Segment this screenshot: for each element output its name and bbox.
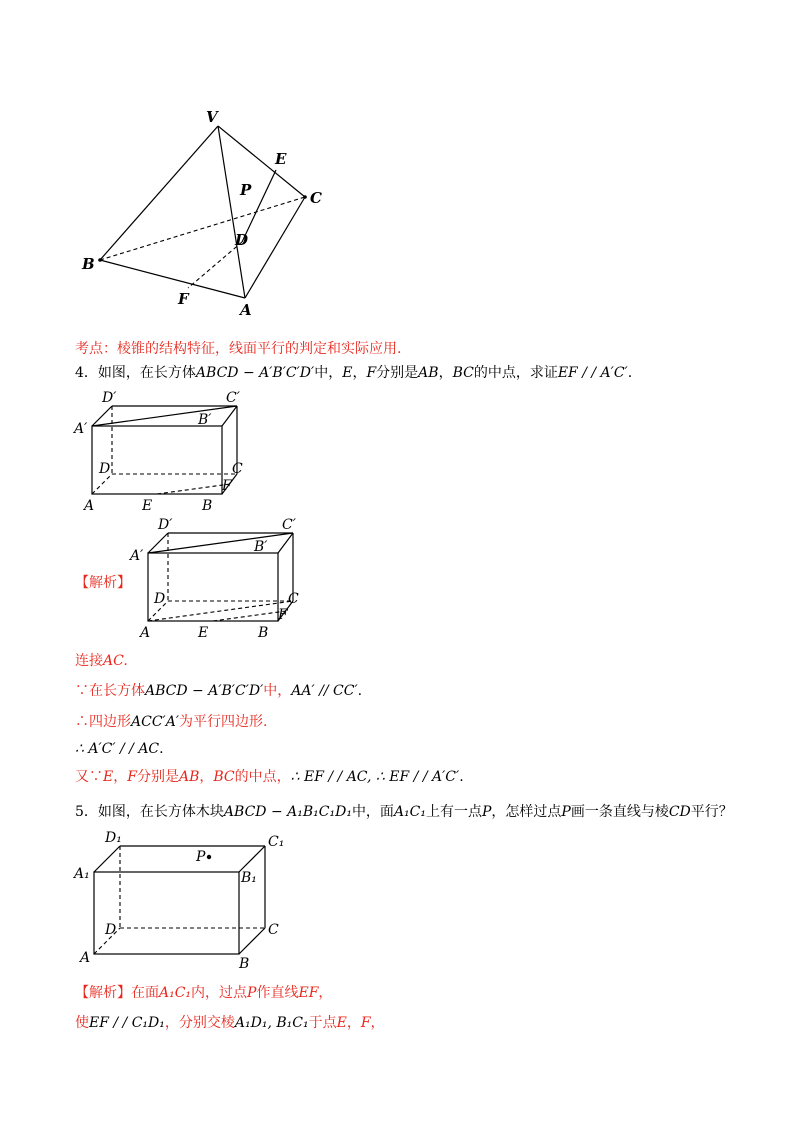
q4-text-b: 中， [314,365,343,381]
q5-text-c: 上有一点 [425,804,482,820]
box2-label-B1: B′ [254,539,268,555]
sol4-l5-text-d: ， [199,769,214,785]
sol4-l5-text-a: 又∵ [75,769,103,785]
sol5-l2-math-c: E [336,1015,347,1031]
sol5-l2-text-a: 使 [75,1015,89,1031]
box5-label-A1: A₁ [74,866,90,882]
sol4-l3-text-b: 为平行四边形. [179,714,268,730]
box2-label-E: E [198,625,209,641]
sol4-l5-math-d: BC [213,769,235,785]
sol4-l5-text-e: 的中点， [234,769,291,785]
cuboid-figure-solution [128,515,318,643]
cuboid2-dashed-edges [148,533,293,621]
q5-text-b: 中，面 [351,804,394,820]
q5-math-b: A₁C₁ [393,804,426,820]
question-5 [75,801,733,823]
box5-label-A: A [80,950,91,966]
box5-label-B: B [239,956,250,972]
box-label-C1: C′ [226,390,240,406]
box2-label-D1: D′ [158,517,173,533]
q5-text-d: ，怎样过点 [491,804,562,820]
box-label-B: B [202,498,213,514]
sol4-l4-math: ∴ A′C′ / / AC [75,741,160,757]
question-4 [75,362,632,384]
label-F: F [178,290,189,308]
sol5-l1-math-a: A₁C₁ [159,985,192,1001]
sol4-l5-text-f: . [459,769,464,785]
q5-text-f: 平行？ [690,804,733,820]
box5-label-C: C [268,922,279,938]
box-label-A1: A′ [74,421,88,437]
sol5-l1-text-c: 作直线 [256,985,299,1001]
label-V: V [206,108,218,126]
box5-label-C1: C₁ [268,834,285,850]
pyramid-figure [70,100,360,330]
sol5-l1-text-b: 内，过点 [191,985,248,1001]
label-P: P [240,181,252,199]
sol4-l1-math: AC. [103,653,128,669]
q5-text-a: 如图，在长方体木块 [97,804,224,820]
q4-text-g: . [627,365,633,381]
q4-text-f: 的中点，求证 [473,365,558,381]
sol4-l5-math-b: F [127,769,137,785]
cuboid-dashed-edges [92,406,237,494]
box2-label-B: B [258,625,269,641]
box2-label-F: F [278,607,288,623]
sol4-l4-text: . [159,741,164,757]
sol5-l2-math-b: A₁D₁, B₁C₁ [234,1015,309,1031]
box2-label-C1: C′ [282,517,296,533]
q4-math-a: ABCD − A′B′C′D′ [195,365,315,381]
sol5-l2-text-d: ， [346,1015,361,1031]
box2-label-D: D [154,591,166,607]
box2-label-C: C [288,591,299,607]
sol5-l2-text-e: ， [370,1015,385,1031]
sol5-l1-math-c: EF [298,985,319,1001]
cuboid2-solid-edges [148,533,293,621]
sol4-line3 [75,711,267,733]
sol4-line1 [75,650,128,672]
cuboid-figure-q5 [72,826,302,974]
sol5-line2 [75,1012,385,1034]
label-C: C [310,189,322,207]
box-label-D: D [99,461,111,477]
box-label-F: F [222,478,232,494]
q4-text-e: ， [438,365,453,381]
label-D: D [235,231,249,249]
box-label-E: E [142,498,153,514]
q5-math-a: ABCD − A₁B₁C₁D₁ [223,804,352,820]
label-E: E [275,150,287,168]
box5-label-P: P [196,849,206,865]
point-P [207,855,211,859]
q5-num: 5． [75,804,98,820]
cuboid-solid-edges [92,406,237,494]
q4-math-e: BC [452,365,474,381]
sol4-line5 [75,766,464,788]
box-label-D1: D′ [102,390,117,406]
sol5-line1 [75,982,332,1004]
box2-label-A1: A′ [130,548,144,564]
q4-math-c: F [366,365,377,381]
box5-label-B1: B₁ [241,870,257,886]
box-label-B1: B′ [198,412,212,428]
label-A: A [240,301,252,319]
box5-label-D1: D₁ [105,830,122,846]
q5-math-d: P [561,804,571,820]
sol5-l2-text-c: 于点 [308,1015,337,1031]
q4-num: 4． [75,365,98,381]
sol4-l3-text-a: ∴四边形 [75,714,131,730]
kaodian-line: 考点：棱锥的结构特征，线面平行的判定和实际应用. [75,341,402,357]
box2-label-A: A [140,625,151,641]
box-label-A: A [84,498,95,514]
sol5-l1-text-d: ， [318,985,333,1001]
q4-math-f: EF / / A′C′ [557,365,628,381]
sol5-l1-tag: 【解析】 [75,985,131,1001]
jiexi-tag: 【解析】 [75,575,131,591]
q4-text-c: ， [352,365,367,381]
sol4-l2-math-a: ABCD − A′B′C′D′ [145,683,264,699]
q5-text-e: 画一条直线与棱 [570,804,669,820]
sol4-l5-text-b: ， [113,769,128,785]
sol4-l3-math-a: ACC′A′ [131,714,180,730]
cuboid-figure-question [72,388,262,516]
sol4-l2-text-c: . [357,683,363,699]
sol4-l2-text-a: ∵在长方体 [75,683,145,699]
sol4-l5-math-a: E [103,769,114,785]
sol4-l2-math-b: AA′ // CC′ [291,683,358,699]
sol4-l5-math-c: AB [178,769,200,785]
sol4-l2-text-b: 中， [263,683,292,699]
sol4-l5-text-c: 分别是 [136,769,179,785]
sol5-l1-text-a: 在面 [131,985,159,1001]
sol4-line2 [75,680,362,702]
sol5-l2-text-b: ，分别交棱 [164,1015,235,1031]
box5-label-D: D [105,922,117,938]
pyramid-dashed-edges [100,197,305,288]
sol5-l2-math-a: EF / / C₁D₁ [89,1015,165,1031]
q4-math-b: E [342,365,353,381]
sol4-l1-text: 连接 [75,653,103,669]
q4-text-d: 分别是 [376,365,419,381]
sol5-l1-math-b: P [247,985,257,1001]
sol5-l2-math-d: F [360,1015,371,1031]
q5-math-c: P [481,804,492,820]
q4-math-d: AB [418,365,439,381]
q5-math-e: CD [668,804,691,820]
sol4-l5-math-e: ∴ EF / / AC, ∴ EF / / A′C′ [290,769,460,785]
sol4-line4 [75,738,164,760]
box-label-C: C [232,461,243,477]
label-B: B [82,255,95,273]
q4-text-a: 如图，在长方体 [97,365,196,381]
